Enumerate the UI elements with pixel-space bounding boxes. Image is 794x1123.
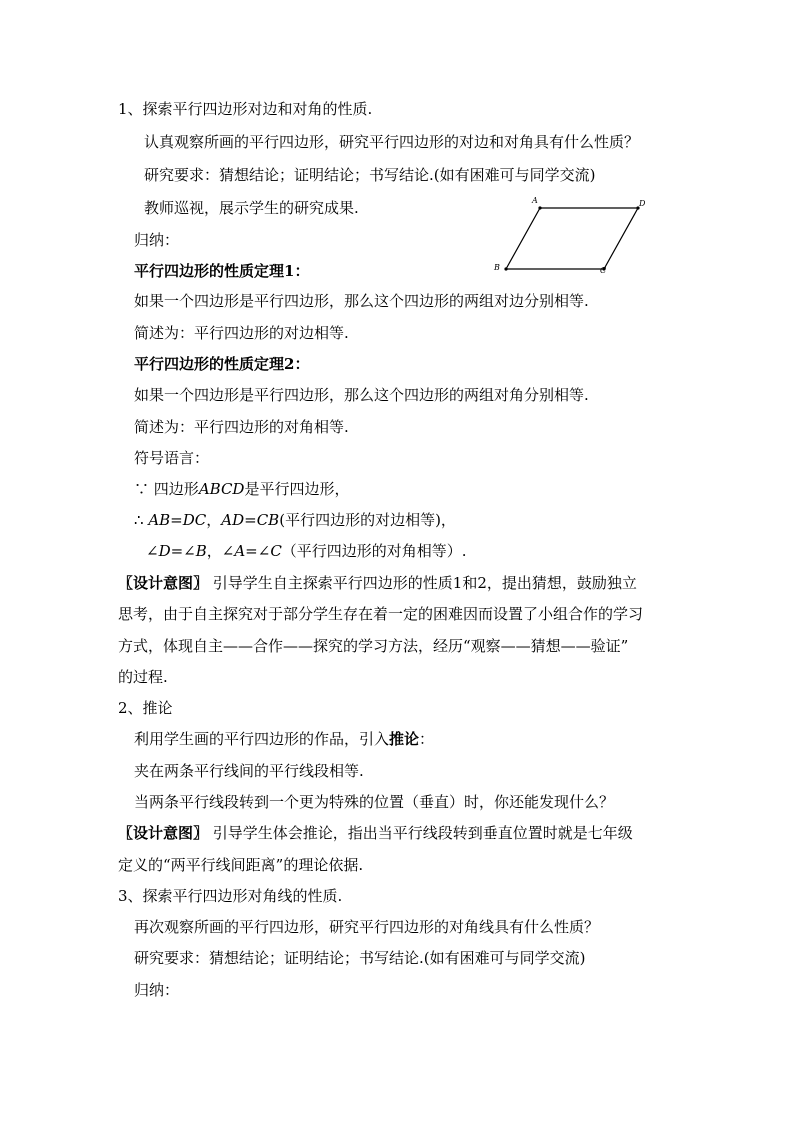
separator-2: ， bbox=[206, 542, 222, 560]
section2-intro-post: ： bbox=[419, 730, 435, 748]
vertex-a-point bbox=[538, 206, 541, 209]
vertex-label-d: D bbox=[639, 199, 646, 208]
design-intent-2-text1: 引导学生体会推论，指出当平行线段转到垂直位置时就是七年级 bbox=[212, 824, 633, 842]
design-intent-1-line1 bbox=[118, 574, 637, 592]
section1-intro: 认真观察所画的平行四边形，研究平行四边形的对边和对角具有什么性质？ bbox=[144, 133, 640, 151]
section1-teacher: 教师巡视，展示学生的研究成果. bbox=[144, 199, 359, 217]
because-line bbox=[134, 480, 349, 498]
parallelogram-shape bbox=[506, 208, 638, 269]
section1-requirements: 研究要求：猜想结论；证明结论；书写结论.(如有困难可与同学交流) bbox=[144, 166, 596, 184]
design-intent-1-line2: 思考，由于自主探究对于部分学生存在着一定的困难因而设置了小组合作的学习 bbox=[118, 605, 644, 623]
therefore-angles-line bbox=[146, 542, 467, 560]
section2-heading: 2、推论 bbox=[118, 699, 173, 717]
section2-intro-pre: 利用学生画的平行四边形的作品，引入 bbox=[134, 730, 390, 748]
because-symbol: ∵ bbox=[134, 480, 150, 498]
vertex-label-b: B bbox=[494, 263, 500, 272]
side-equality-2: AD=CB bbox=[221, 511, 280, 529]
because-shape: 四边形 bbox=[153, 480, 199, 498]
section3-heading: 3、探索平行四边形对角线的性质. bbox=[118, 887, 343, 905]
design-intent-1-line4: 的过程. bbox=[118, 668, 168, 686]
theorem2-title: 平行四边形的性质定理2： bbox=[134, 355, 310, 373]
design-intent-2-tag: 〖设计意图〗 bbox=[118, 824, 209, 842]
parallelogram-figure bbox=[488, 196, 656, 276]
because-rest: 是平行四边形， bbox=[244, 480, 350, 498]
side-equality-1: AB=DC bbox=[148, 511, 207, 529]
section1-summary-label: 归纳： bbox=[134, 231, 180, 249]
angle-equality-1: ∠D=∠B bbox=[146, 542, 207, 560]
theorem1-title: 平行四边形的性质定理1： bbox=[134, 262, 310, 280]
section2-question: 当两条平行线段转到一个更为特殊的位置（垂直）时，你还能发现什么？ bbox=[134, 793, 615, 811]
separator-1: ， bbox=[206, 511, 222, 529]
theorem2-short: 简述为：平行四边形的对角相等. bbox=[134, 418, 349, 436]
angle-equality-2: ∠A=∠C bbox=[221, 542, 282, 560]
therefore-sides-line bbox=[134, 511, 456, 529]
section3-requirements: 研究要求：猜想结论；证明结论；书写结论.(如有困难可与同学交流) bbox=[134, 949, 586, 967]
sides-reason: (平行四边形的对边相等)， bbox=[279, 511, 456, 529]
section1-heading: 1、探索平行四边形对边和对角的性质. bbox=[118, 100, 373, 118]
angles-reason: （平行四边形的对角相等）. bbox=[281, 542, 467, 560]
design-intent-2-line1 bbox=[118, 824, 633, 842]
therefore-symbol: ∴ bbox=[134, 511, 144, 529]
corollary-text: 夹在两条平行线间的平行线段相等. bbox=[134, 762, 364, 780]
vertex-label-c: C bbox=[600, 266, 607, 275]
parallelogram-diagram bbox=[488, 196, 656, 276]
symbol-language-label: 符号语言： bbox=[134, 449, 210, 467]
theorem1-short: 简述为：平行四边形的对边相等. bbox=[134, 324, 349, 342]
section3-intro: 再次观察所画的平行四边形，研究平行四边形的对角线具有什么性质？ bbox=[134, 918, 600, 936]
section2-intro bbox=[134, 730, 434, 748]
vertex-b-point bbox=[504, 267, 507, 270]
quadrilateral-name: ABCD bbox=[198, 480, 245, 498]
design-intent-1-text1: 引导学生自主探索平行四边形的性质1和2，提出猜想，鼓励独立 bbox=[212, 574, 637, 592]
design-intent-2-line2: 定义的“两平行线间距离”的理论依据. bbox=[118, 856, 364, 874]
design-intent-1-line3: 方式，体现自主——合作——探究的学习方法，经历“观察——猜想——验证” bbox=[118, 637, 629, 655]
section3-summary-label: 归纳： bbox=[134, 981, 180, 999]
theorem2-text: 如果一个四边形是平行四边形，那么这个四边形的两组对角分别相等. bbox=[134, 386, 589, 404]
corollary-keyword: 推论 bbox=[389, 730, 420, 748]
design-intent-1-tag: 〖设计意图〗 bbox=[118, 574, 209, 592]
theorem1-text: 如果一个四边形是平行四边形，那么这个四边形的两组对边分别相等. bbox=[134, 292, 589, 310]
vertex-label-a: A bbox=[532, 196, 538, 205]
